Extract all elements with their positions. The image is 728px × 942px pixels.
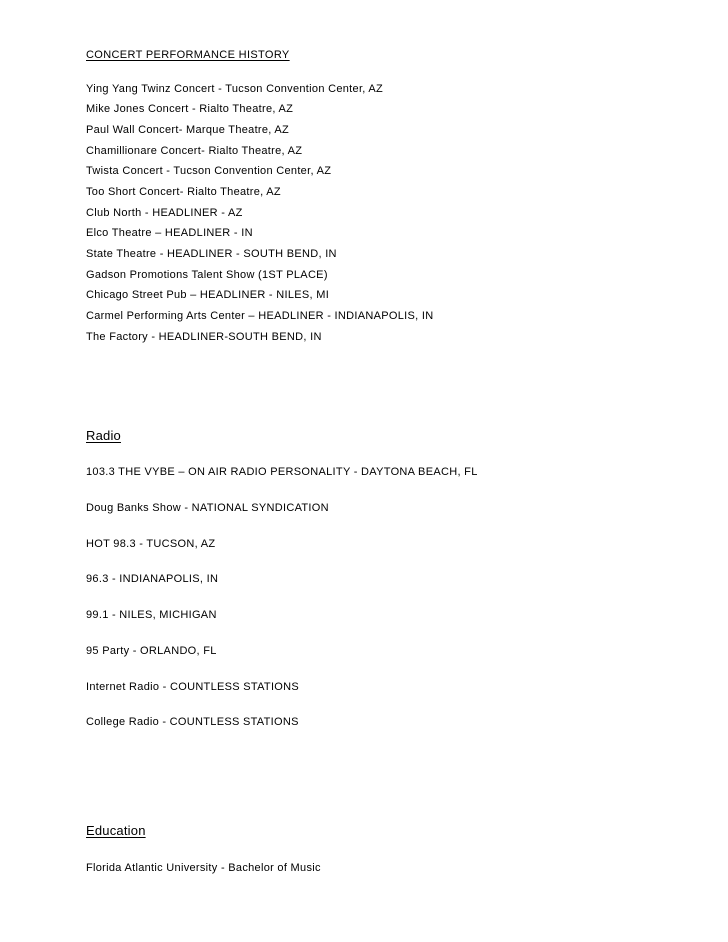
radio-item: 99.1 - NILES, MICHIGAN (86, 609, 217, 621)
education-section-heading: Education (86, 823, 146, 838)
radio-item: 95 Party - ORLANDO, FL (86, 645, 217, 657)
radio-item: HOT 98.3 - TUCSON, AZ (86, 538, 216, 550)
radio-item: College Radio - COUNTLESS STATIONS (86, 716, 299, 728)
concert-item: State Theatre - HEADLINER - SOUTH BEND, IN (86, 248, 337, 260)
radio-section-heading: Radio (86, 428, 121, 443)
education-item: Florida Atlantic University - Bachelor of Music (86, 862, 321, 874)
concert-item: Elco Theatre – HEADLINER - IN (86, 227, 253, 239)
concert-item: Gadson Promotions Talent Show (1ST PLACE) (86, 269, 328, 281)
concert-item: Chamillionare Concert- Rialto Theatre, AZ (86, 145, 303, 157)
radio-item: Doug Banks Show - NATIONAL SYNDICATION (86, 502, 329, 514)
document-page (86, 0, 688, 942)
radio-item: Internet Radio - COUNTLESS STATIONS (86, 681, 300, 693)
concert-item: Too Short Concert- Rialto Theatre, AZ (86, 186, 281, 198)
concert-item: Paul Wall Concert- Marque Theatre, AZ (86, 124, 290, 136)
concert-item: Carmel Performing Arts Center – HEADLINER - INDIANAPOLIS, IN (86, 310, 434, 322)
concert-item: Twista Concert - Tucson Convention Center, AZ (86, 165, 332, 177)
concert-item: The Factory - HEADLINER-SOUTH BEND, IN (86, 331, 322, 343)
concert-item: Mike Jones Concert - Rialto Theatre, AZ (86, 103, 294, 115)
radio-item: 96.3 - INDIANAPOLIS, IN (86, 573, 219, 585)
concert-section-heading: CONCERT PERFORMANCE HISTORY (86, 49, 290, 61)
concert-item: Chicago Street Pub – HEADLINER - NILES, MI (86, 289, 330, 301)
radio-item: 103.3 THE VYBE – ON AIR RADIO PERSONALITY - DAYTONA BEACH, FL (86, 466, 478, 478)
concert-item: Ying Yang Twinz Concert - Tucson Convention Center, AZ (86, 83, 384, 95)
concert-item: Club North - HEADLINER - AZ (86, 207, 243, 219)
